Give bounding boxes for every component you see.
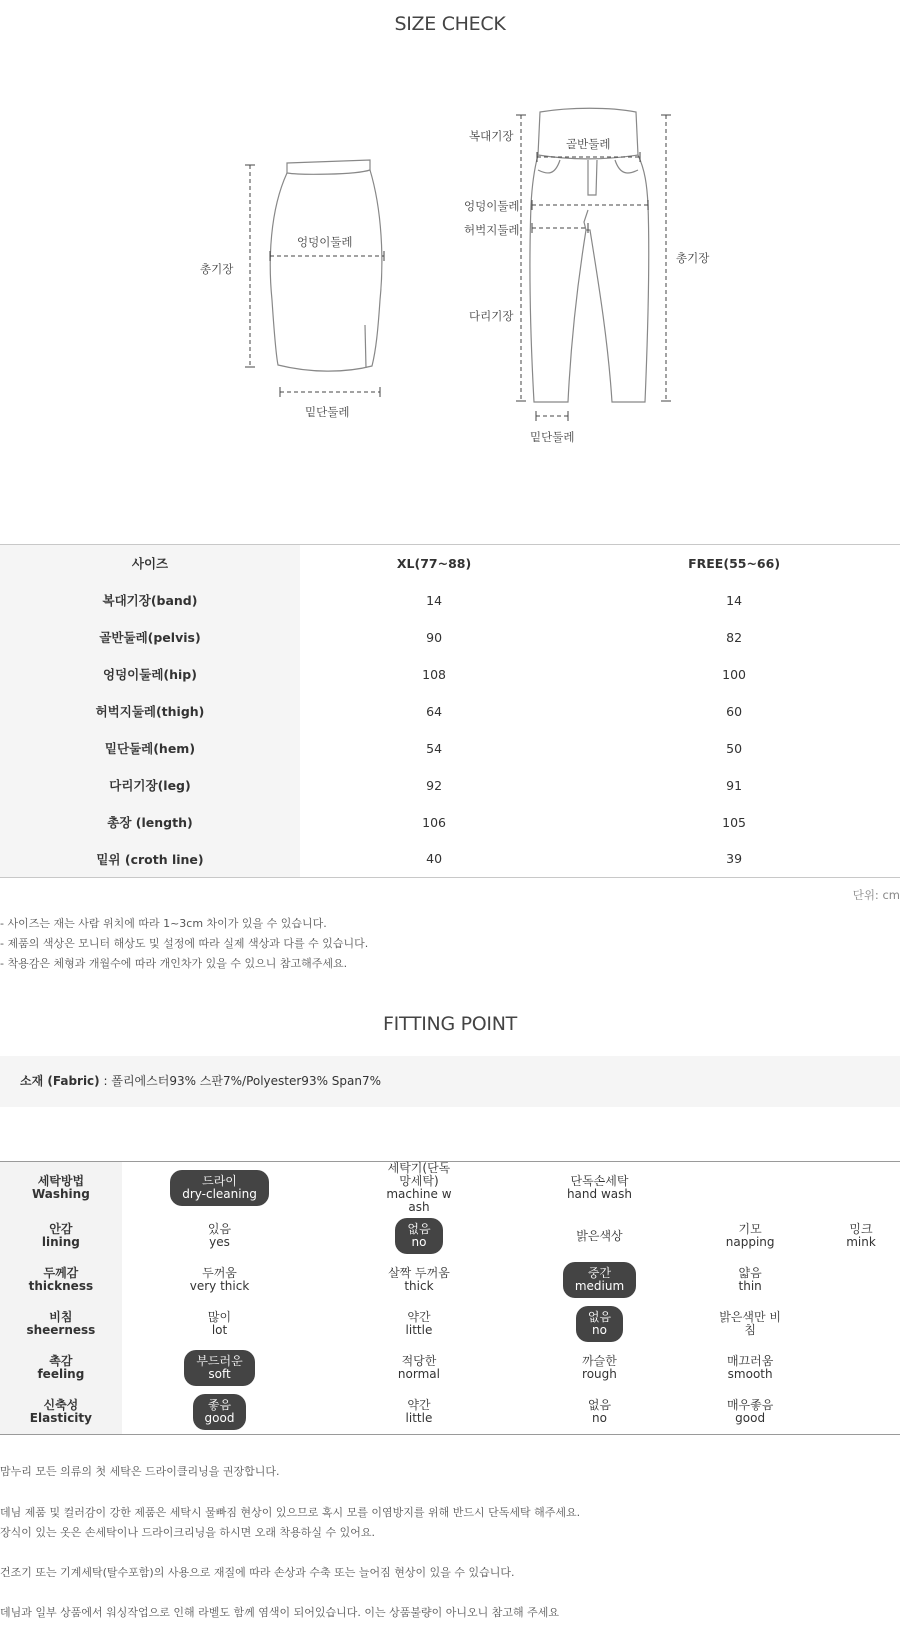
option-ko: 적당한	[401, 1354, 437, 1368]
fitting-table	[0, 1161, 900, 1435]
fitting-option-selected	[521, 1302, 679, 1346]
option-text	[826, 1223, 896, 1249]
fitting-option	[822, 1214, 900, 1258]
label-en: sheerness	[26, 1323, 96, 1337]
size-value: 106	[422, 814, 446, 830]
option-ko: 약간	[407, 1397, 431, 1412]
fitting-option-selected	[521, 1258, 679, 1302]
option-ko: 없음	[587, 1397, 612, 1412]
fitting-option	[317, 1390, 520, 1434]
option-ko: 없음	[587, 1310, 612, 1324]
option-en: napping	[725, 1235, 775, 1249]
measure-label: 골반둘레(pelvis)	[0, 619, 300, 656]
size-table-row	[0, 619, 900, 656]
size-table-row	[0, 841, 900, 878]
option-en: good	[735, 1410, 766, 1425]
skirt-length-label: 총기장	[200, 262, 234, 276]
size-table-row	[0, 582, 900, 619]
skirt-drawing	[270, 160, 382, 371]
pants-leg-label: 다리기장	[469, 309, 514, 323]
pants-drawing	[530, 108, 649, 402]
size-value: 14	[426, 592, 443, 608]
option-ko: 밝은색만 비침	[719, 1310, 782, 1337]
fitting-row-label	[0, 1162, 122, 1215]
size-header-cell: FREE(55~66)	[688, 555, 781, 571]
option-ko: 드라이	[202, 1174, 237, 1188]
fitting-option	[678, 1390, 822, 1434]
option-ko: 살짝 두꺼움	[388, 1266, 450, 1280]
option-en: lot	[211, 1323, 228, 1337]
size-value: 90	[426, 629, 443, 645]
fitting-row	[0, 1162, 900, 1215]
option-ko: 밝은색상	[576, 1228, 623, 1243]
fitting-row-label	[0, 1390, 122, 1434]
option-en: dry-cleaning	[182, 1187, 257, 1201]
label-ko: 세탁방법	[37, 1174, 85, 1188]
option-text	[715, 1267, 785, 1293]
size-diagram	[0, 60, 900, 460]
option-en: very thick	[189, 1279, 250, 1293]
fitting-option-selected	[122, 1346, 317, 1390]
size-value: 40	[426, 851, 443, 867]
option-text	[715, 1399, 785, 1425]
pants-hem-label: 밑단둘레	[530, 430, 575, 444]
option-en: good	[204, 1410, 235, 1425]
option-en: soft	[208, 1367, 231, 1381]
size-header-cell: 사이즈	[0, 545, 300, 582]
option-text	[384, 1399, 454, 1425]
selected-pill	[184, 1350, 254, 1386]
option-ko: 약간	[407, 1310, 431, 1324]
size-value: 105	[722, 814, 746, 830]
option-text	[384, 1355, 454, 1381]
option-en: no	[411, 1235, 427, 1249]
fitting-row	[0, 1390, 900, 1434]
size-header-cell: XL(77~88)	[396, 555, 472, 571]
fitting-option	[822, 1162, 900, 1215]
fitting-row-label	[0, 1302, 122, 1346]
option-ko: 두꺼움	[202, 1266, 237, 1280]
fitting-row	[0, 1214, 900, 1258]
option-text	[564, 1230, 634, 1243]
fitting-option	[678, 1346, 822, 1390]
unit-label: 단위: cm	[852, 888, 900, 902]
label-en: feeling	[37, 1367, 85, 1381]
fitting-option	[822, 1258, 900, 1302]
size-value: 108	[422, 666, 446, 682]
label-en: Washing	[31, 1187, 90, 1201]
fitting-option	[122, 1214, 317, 1258]
size-table-header	[0, 545, 900, 582]
option-en: little	[405, 1323, 433, 1337]
option-text	[185, 1311, 255, 1337]
skirt-hem-label: 밑단둘레	[305, 405, 350, 419]
fitting-option	[521, 1214, 679, 1258]
option-ko: 매우좋음	[726, 1397, 774, 1412]
fitting-option	[521, 1346, 679, 1390]
option-en: no	[591, 1323, 607, 1337]
label-ko: 비침	[49, 1310, 73, 1324]
option-text	[715, 1223, 785, 1249]
fitting-option-selected	[122, 1162, 317, 1215]
option-en: yes	[209, 1235, 230, 1249]
size-check-title: SIZE CHECK	[394, 13, 506, 35]
note-line: - 사이즈는 재는 사람 위치에 따라 1~3cm 차이가 있을 수 있습니다.	[0, 917, 327, 930]
care-note: 데님 제품 및 컬러감이 강한 제품은 세탁시 물빠짐 현상이 있으므로 혹시 모를 이염방지를 위해 반드시 단독세탁 해주세요.	[0, 1506, 581, 1519]
fitting-point-title: FITTING POINT	[383, 1013, 517, 1035]
fabric-bar	[0, 1056, 900, 1107]
label-ko: 안감	[49, 1222, 73, 1236]
skirt-hip-label: 엉덩이둘레	[297, 235, 353, 249]
option-en: medium	[574, 1279, 625, 1293]
option-ko: 부드러운	[196, 1354, 243, 1368]
fitting-option	[521, 1162, 679, 1215]
size-value: 54	[426, 740, 443, 756]
selected-pill	[576, 1306, 623, 1342]
fitting-option	[317, 1302, 520, 1346]
fitting-option	[317, 1162, 520, 1215]
selected-pill	[193, 1394, 247, 1430]
measure-label: 허벅지둘레(thigh)	[0, 693, 300, 730]
pants-band-label: 복대기장	[469, 129, 514, 143]
fitting-option	[822, 1390, 900, 1434]
pants-hip-label: 엉덩이둘레	[464, 199, 520, 213]
option-text	[715, 1355, 785, 1381]
pants-thigh-label: 허벅지둘레	[464, 223, 520, 237]
size-value: 14	[726, 592, 743, 608]
option-en: machine wash	[386, 1187, 452, 1214]
fitting-option	[678, 1302, 822, 1346]
option-text	[564, 1355, 634, 1381]
size-value: 91	[726, 777, 743, 793]
size-notes	[0, 914, 368, 974]
size-value: 64	[426, 703, 443, 719]
care-note: 건조기 또는 기계세탁(탈수포함)의 사용으로 재질에 따라 손상과 수축 또는 늘어짐 현상이 있을 수 있습니다.	[0, 1566, 515, 1579]
size-table-row	[0, 730, 900, 767]
option-ko: 매끄러움	[726, 1354, 774, 1368]
size-value: 82	[726, 629, 743, 645]
label-en: lining	[41, 1235, 80, 1249]
option-text	[185, 1223, 255, 1249]
option-text	[384, 1162, 454, 1214]
fitting-option	[122, 1258, 317, 1302]
label-ko: 촉감	[49, 1354, 73, 1368]
fitting-option	[678, 1214, 822, 1258]
fitting-option-selected	[317, 1214, 520, 1258]
size-table-row	[0, 804, 900, 841]
option-ko: 없음	[407, 1222, 431, 1236]
fitting-row	[0, 1346, 900, 1390]
fitting-option	[122, 1302, 317, 1346]
option-text	[564, 1175, 634, 1201]
size-table-row	[0, 693, 900, 730]
option-text	[715, 1311, 785, 1337]
option-en: mink	[846, 1235, 876, 1249]
size-table-row	[0, 767, 900, 804]
fitting-option	[678, 1258, 822, 1302]
fitting-option-selected	[122, 1390, 317, 1434]
measure-label: 다리기장(leg)	[0, 767, 300, 804]
option-text	[185, 1267, 255, 1293]
option-ko: 많이	[207, 1310, 232, 1324]
fitting-row-label	[0, 1346, 122, 1390]
pants-length-label: 총기장	[676, 251, 710, 265]
option-en: rough	[582, 1367, 617, 1381]
fitting-option	[317, 1258, 520, 1302]
fitting-row	[0, 1258, 900, 1302]
size-table	[0, 544, 900, 878]
size-value: 60	[726, 703, 743, 719]
size-table-row	[0, 656, 900, 693]
fitting-option	[678, 1162, 822, 1215]
fitting-row-label	[0, 1258, 122, 1302]
fabric-value: : 폴리에스터93% 스판7%/Polyester93% Span7%	[103, 1074, 382, 1088]
label-en: thickness	[28, 1279, 94, 1293]
selected-pill	[395, 1218, 442, 1254]
measure-label: 복대기장(band)	[0, 582, 300, 619]
option-ko: 세탁기(단독망세탁)	[387, 1161, 451, 1188]
option-ko: 기모	[738, 1222, 762, 1236]
option-ko: 까슬한	[582, 1354, 617, 1368]
measure-label: 엉덩이둘레(hip)	[0, 656, 300, 693]
fitting-row-label	[0, 1214, 122, 1258]
measure-label: 총장 (length)	[0, 804, 300, 841]
fitting-option	[822, 1346, 900, 1390]
option-en: little	[405, 1410, 433, 1425]
option-ko: 중간	[587, 1266, 612, 1280]
option-en: no	[591, 1410, 607, 1425]
measure-label: 밑단둘레(hem)	[0, 730, 300, 767]
option-ko: 얇음	[738, 1266, 762, 1280]
selected-pill	[170, 1170, 269, 1206]
option-en: thin	[738, 1279, 762, 1293]
note-line: - 제품의 색상은 모니터 해상도 및 설정에 따라 실제 색상과 다를 수 있습니다.	[0, 937, 369, 950]
size-value: 92	[426, 777, 443, 793]
care-note: 맘누리 모든 의류의 첫 세탁은 드라이클리닝을 권장합니다.	[0, 1465, 280, 1478]
care-note: 장식이 있는 옷은 손세탁이나 드라이크리닝을 하시면 오래 착용하실 수 있어요.	[0, 1526, 375, 1539]
fitting-option	[317, 1346, 520, 1390]
note-line: - 착용감은 체형과 개월수에 따라 개인차가 있을 수 있으니 참고해주세요.	[0, 957, 348, 970]
measure-label: 밑위 (croth line)	[0, 841, 300, 878]
size-value: 100	[722, 666, 746, 682]
size-value: 39	[726, 851, 743, 867]
fitting-option	[822, 1302, 900, 1346]
label-ko: 신축성	[43, 1397, 79, 1412]
option-text	[384, 1267, 454, 1293]
option-en: smooth	[727, 1367, 773, 1381]
fitting-option	[521, 1390, 679, 1434]
option-en: normal	[397, 1367, 440, 1381]
option-text	[564, 1399, 634, 1425]
care-note: 데님과 일부 상품에서 워싱작업으로 인해 라벨도 함께 염색이 되어있습니다. 이는 상품불량이 아니오니 참고해 주세요	[0, 1606, 559, 1619]
option-ko: 단독손세탁	[570, 1174, 629, 1188]
option-en: hand wash	[566, 1187, 632, 1201]
pants-pelvis-label: 골반둘레	[566, 137, 611, 151]
option-en: thick	[404, 1279, 434, 1293]
option-text	[384, 1311, 454, 1337]
fitting-row	[0, 1302, 900, 1346]
label-ko: 두께감	[43, 1266, 79, 1280]
option-ko: 밍크	[849, 1222, 873, 1236]
label-en: Elasticity	[29, 1410, 92, 1425]
option-ko: 좋음	[207, 1397, 232, 1412]
option-ko: 있음	[207, 1222, 232, 1236]
size-value: 50	[726, 740, 743, 756]
fabric-label: 소재 (Fabric)	[20, 1074, 100, 1088]
selected-pill	[563, 1262, 636, 1298]
